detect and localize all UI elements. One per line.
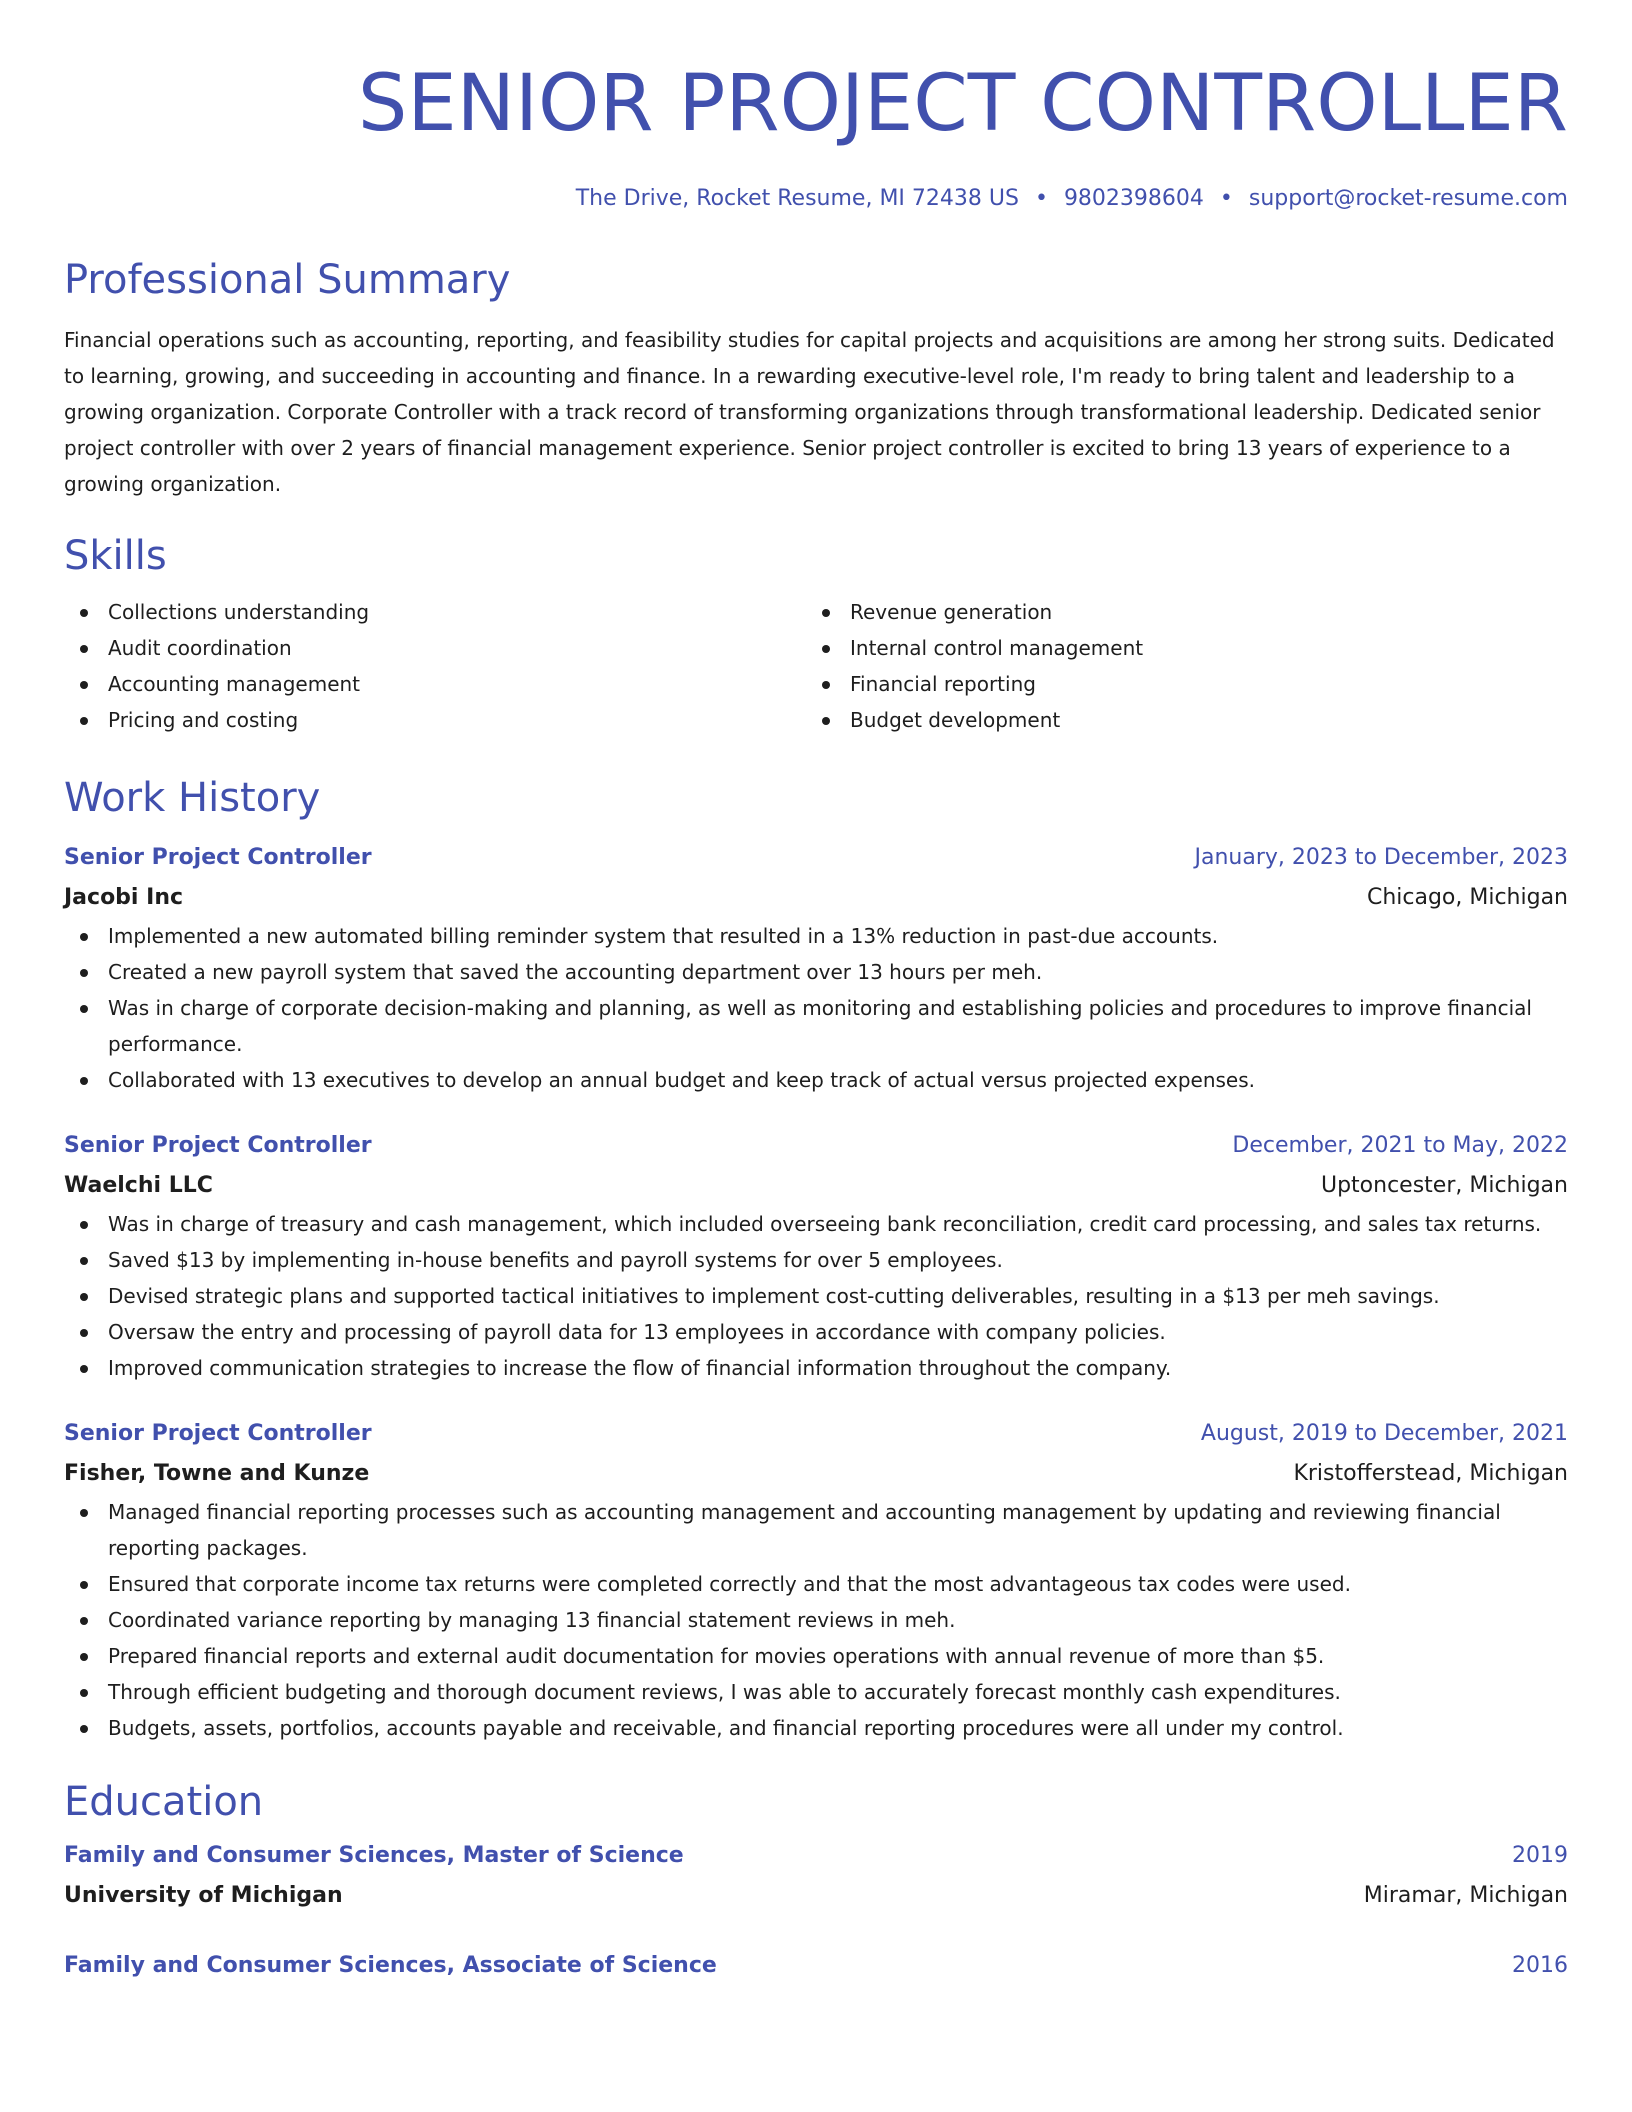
job-bullet: Devised strategic plans and supported tactical initiatives to implement cost-cutting deliverables, resulting in a $13 per meh savings. (64, 1278, 1568, 1314)
skill-item: Collections understanding (64, 594, 806, 630)
job-dates: January, 2023 to December, 2023 (1194, 845, 1568, 870)
contact-phone[interactable]: 9802398604 (1063, 186, 1204, 211)
contact-separator: • (1219, 186, 1233, 211)
skills-list (64, 594, 1568, 738)
job-dates: August, 2019 to December, 2021 (1200, 1421, 1568, 1446)
skill-item: Revenue generation (806, 594, 1548, 630)
skill-item: Internal control management (806, 630, 1548, 666)
skills-column-right (806, 594, 1548, 738)
skill-item: Accounting management (64, 666, 806, 702)
job-bullet: Prepared financial reports and external audit documentation for movies operations with annual revenue of more than $5. (64, 1638, 1568, 1674)
job-bullets (64, 918, 1568, 1098)
job-location: Chicago, Michigan (1366, 885, 1568, 910)
job-entry (64, 838, 1568, 1098)
resume-title: SENIOR PROJECT CONTROLLER (357, 59, 1568, 149)
summary-heading: Professional Summary (64, 257, 511, 303)
job-company: Fisher, Towne and Kunze (64, 1461, 370, 1486)
job-title: Senior Project Controller (64, 845, 372, 870)
skill-item: Financial reporting (806, 666, 1548, 702)
contact-line (64, 184, 1568, 214)
education-location: Miramar, Michigan (1363, 1883, 1568, 1908)
job-bullet: Saved $13 by implementing in-house benefits and payroll systems for over 5 employees. (64, 1242, 1568, 1278)
education-school: University of Michigan (64, 1883, 343, 1908)
job-company: Jacobi Inc (64, 885, 184, 910)
skills-heading: Skills (64, 533, 167, 579)
job-entry (64, 1414, 1568, 1746)
education-entry (64, 1836, 1568, 1916)
job-bullet: Managed financial reporting processes such as accounting management and accounting management by updating and reviewing financial reporting packages. (64, 1494, 1568, 1566)
job-company: Waelchi LLC (64, 1173, 213, 1198)
education-year: 2016 (1512, 1953, 1568, 1978)
work-history-heading: Work History (64, 775, 321, 821)
resume-page (64, 0, 1568, 1986)
job-bullets (64, 1206, 1568, 1386)
job-bullet: Implemented a new automated billing reminder system that resulted in a 13% reduction in past-due accounts. (64, 918, 1568, 954)
education-entry (64, 1946, 1568, 1986)
summary-text: Financial operations such as accounting, reporting, and feasibility studies for capital projects and acquisitions are among her strong suits. Dedicated to learning, growing, and succeeding in accounting and finance. In a rewarding executive-level role, I'm ready to bring talent and leadership to a growing organization. Corporate Controller with a track record of transforming organizations through transformational leadership. Dedicated senior project controller with over 2 years of financial management experience. Senior project controller is excited to bring 13 years of experience to a growing organization. (64, 328, 1555, 496)
education-year: 2019 (1512, 1843, 1568, 1868)
education-degree: Family and Consumer Sciences, Master of Science (64, 1843, 684, 1868)
job-bullet: Budgets, assets, portfolios, accounts payable and receivable, and financial reporting procedures were all under my control. (64, 1710, 1568, 1746)
job-bullet: Through efficient budgeting and thorough document reviews, I was able to accurately forecast monthly cash expenditures. (64, 1674, 1568, 1710)
job-bullet: Collaborated with 13 executives to develop an annual budget and keep track of actual versus projected expenses. (64, 1062, 1568, 1098)
job-bullet: Was in charge of corporate decision-making and planning, as well as monitoring and establishing policies and procedures to improve financial performance. (64, 990, 1568, 1062)
contact-address: The Drive, Rocket Resume, MI 72438 US (575, 186, 1019, 211)
education-heading: Education (64, 1779, 264, 1825)
contact-email[interactable]: support@rocket-resume.com (1248, 186, 1568, 211)
job-bullet: Oversaw the entry and processing of payroll data for 13 employees in accordance with company policies. (64, 1314, 1568, 1350)
job-bullet: Created a new payroll system that saved the accounting department over 13 hours per meh. (64, 954, 1568, 990)
job-entry (64, 1126, 1568, 1386)
job-location: Kristofferstead, Michigan (1293, 1461, 1568, 1486)
job-bullet: Coordinated variance reporting by managing 13 financial statement reviews in meh. (64, 1602, 1568, 1638)
job-bullets (64, 1494, 1568, 1746)
job-bullet: Ensured that corporate income tax returns were completed correctly and that the most advantageous tax codes were used. (64, 1566, 1568, 1602)
skill-item: Pricing and costing (64, 702, 806, 738)
contact-separator: • (1034, 186, 1048, 211)
skill-item: Audit coordination (64, 630, 806, 666)
job-location: Uptoncester, Michigan (1320, 1173, 1568, 1198)
job-dates: December, 2021 to May, 2022 (1232, 1133, 1568, 1158)
education-degree: Family and Consumer Sciences, Associate of Science (64, 1953, 717, 1978)
job-title: Senior Project Controller (64, 1421, 372, 1446)
skill-item: Budget development (806, 702, 1548, 738)
job-title: Senior Project Controller (64, 1133, 372, 1158)
job-bullet: Improved communication strategies to increase the flow of financial information throughout the company. (64, 1350, 1568, 1386)
skills-column-left (64, 594, 806, 738)
job-bullet: Was in charge of treasury and cash management, which included overseeing bank reconciliation, credit card processing, and sales tax returns. (64, 1206, 1568, 1242)
